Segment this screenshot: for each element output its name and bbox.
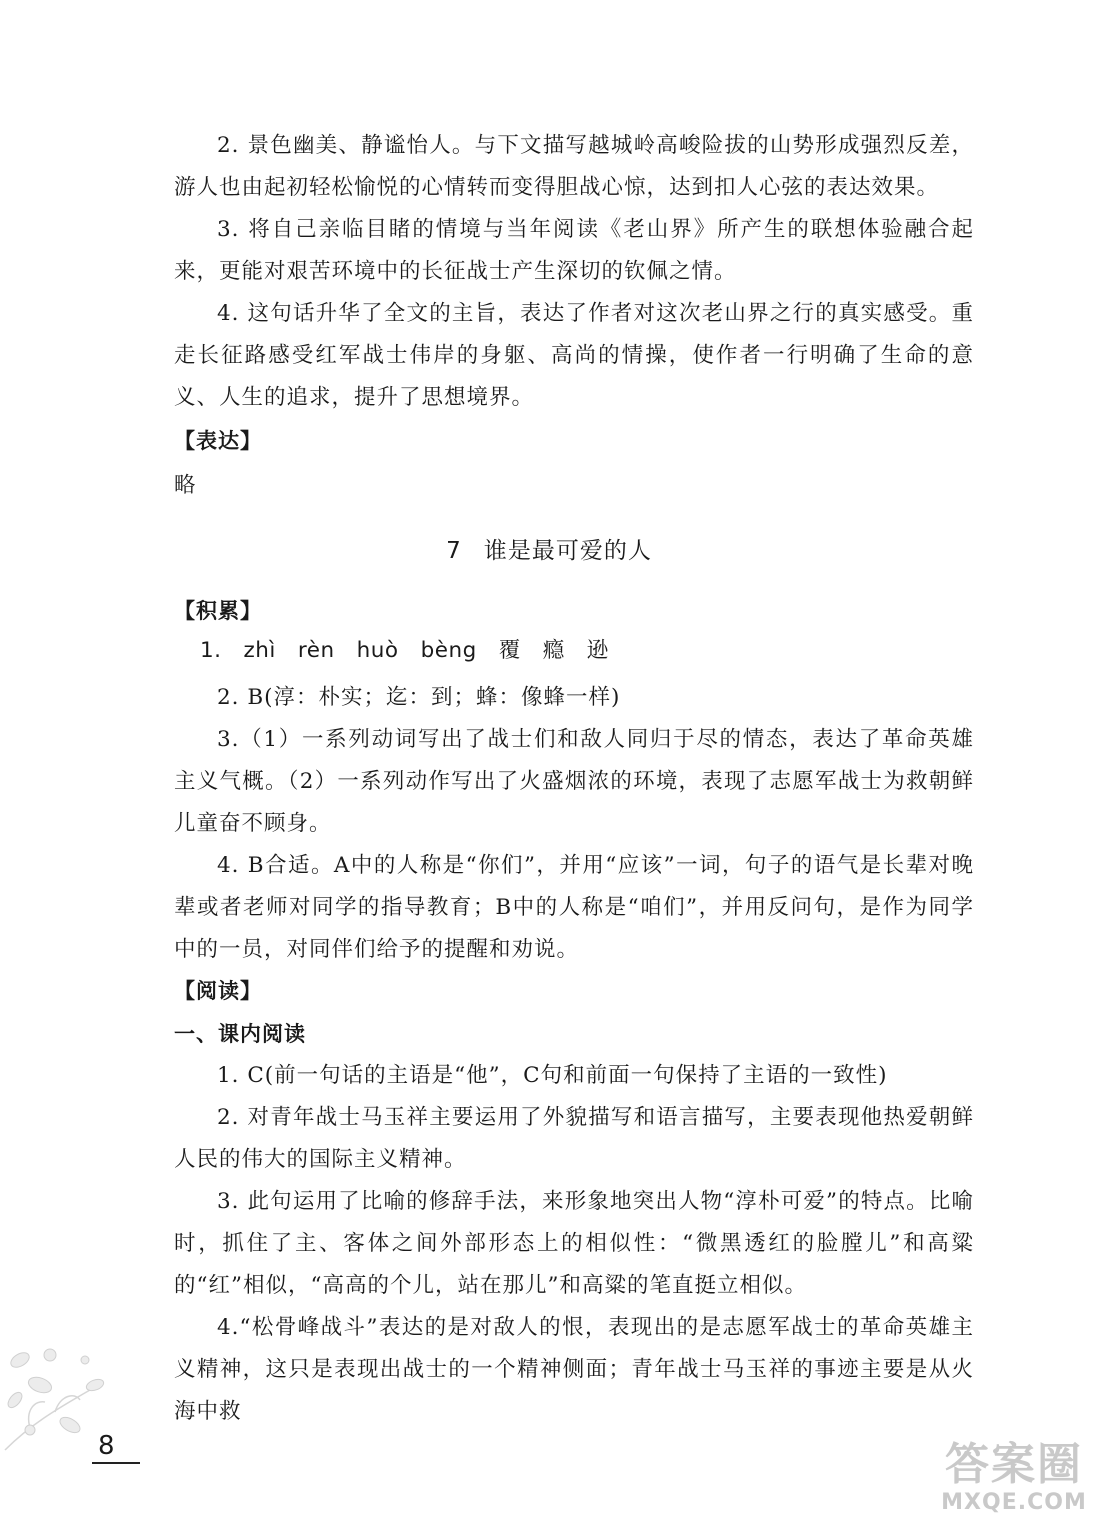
page-number: 8 [98, 1431, 115, 1461]
watermark-main-text: 答案圈 [945, 1439, 1083, 1490]
pinyin-word: rèn [297, 638, 335, 663]
yuedu-answer-1: 1. C(前一句话的主语是“他”，C句和前面一句保持了主语的一致性) [217, 1063, 888, 1088]
watermark-logo [930, 1440, 1098, 1536]
pinyin-word: huò [356, 638, 399, 663]
jilei-answer-4: 4. B合适。A中的人称是“你们”，并用“应该”一词，句子的语气是长辈对晚辈或者老师对同学的指导教育；B中的人称是“咱们”，并用反问句，是作为同学中的一员，对同伴们给予的提醒和劝说。 [174, 853, 974, 962]
question-number: 1. [200, 638, 222, 663]
section-label-yuedu: 【阅读】 [174, 979, 262, 1003]
pinyin-word: zhì [243, 638, 276, 663]
pinyin-line [200, 636, 631, 666]
character-answer: 覆 [498, 638, 521, 663]
jilei-answer-2: 2. B(淳：朴实；迄：到；蜂：像蜂一样) [217, 685, 621, 710]
yuedu-answer-2: 2. 对青年战士马玉祥主要运用了外貌描写和语言描写，主要表现他热爱朝鲜人民的伟大的国际主义精神。 [174, 1105, 974, 1172]
jilei-answer-3: 3.（1）一系列动词写出了战士们和敌人同归于尽的情态，表达了革命英雄主义气概。（2）一系列动作写出了火盛烟浓的环境，表现了志愿军战士为救朝鲜儿童奋不顾身。 [174, 727, 974, 836]
answer-paragraph-2: 2. 景色幽美、静谧怡人。与下文描写越城岭高峻险拔的山势形成强烈反差，游人也由起初轻松愉悦的心情转而变得胆战心惊，达到扣人心弦的表达效果。 [174, 133, 974, 200]
biaoda-content: 略 [174, 473, 197, 498]
answer-paragraph-3: 3. 将自己亲临目睹的情境与当年阅读《老山界》所产生的联想体验融合起来，更能对艰苦环境中的长征战士产生深切的钦佩之情。 [174, 217, 974, 284]
answer-paragraph-4: 4. 这句话升华了全文的主旨，表达了作者对这次老山界之行的真实感受。重走长征路感受红军战士伟岸的身躯、高尚的情操，使作者一行明确了生命的意义、人生的追求，提升了思想境界。 [174, 301, 974, 410]
pinyin-word: bèng [420, 638, 477, 663]
section-label-biaoda: 【表达】 [174, 429, 262, 453]
chapter-title: 谁是最可爱的人 [483, 538, 652, 564]
watermark-sub-text: MXQE.COM [941, 1490, 1087, 1515]
character-answer: 瘾 [542, 638, 565, 663]
page-number-underline [92, 1462, 140, 1464]
yuedu-answer-3: 3. 此句运用了比喻的修辞手法，来形象地突出人物“淳朴可爱”的特点。比喻时，抓住了主、客体之间外部形态上的相似性：“微黑透红的脸膛儿”和高粱的“红”相似，“高高的个儿，站在那儿”和高粱的笔直挺立相似。 [174, 1189, 974, 1298]
yuedu-answer-4: 4.“松骨峰战斗”表达的是对敌人的恨，表现出的是志愿军战士的革命英雄主义精神，这只是表现出战士的一个精神侧面；青年战士马玉祥的事迹主要是从火海中救 [174, 1315, 974, 1424]
character-answer: 逊 [586, 638, 609, 663]
chapter-heading [0, 534, 1098, 568]
subsection-label: 一、课内阅读 [174, 1022, 306, 1046]
chapter-number: 7 [446, 538, 462, 564]
section-label-jilei: 【积累】 [174, 599, 262, 623]
